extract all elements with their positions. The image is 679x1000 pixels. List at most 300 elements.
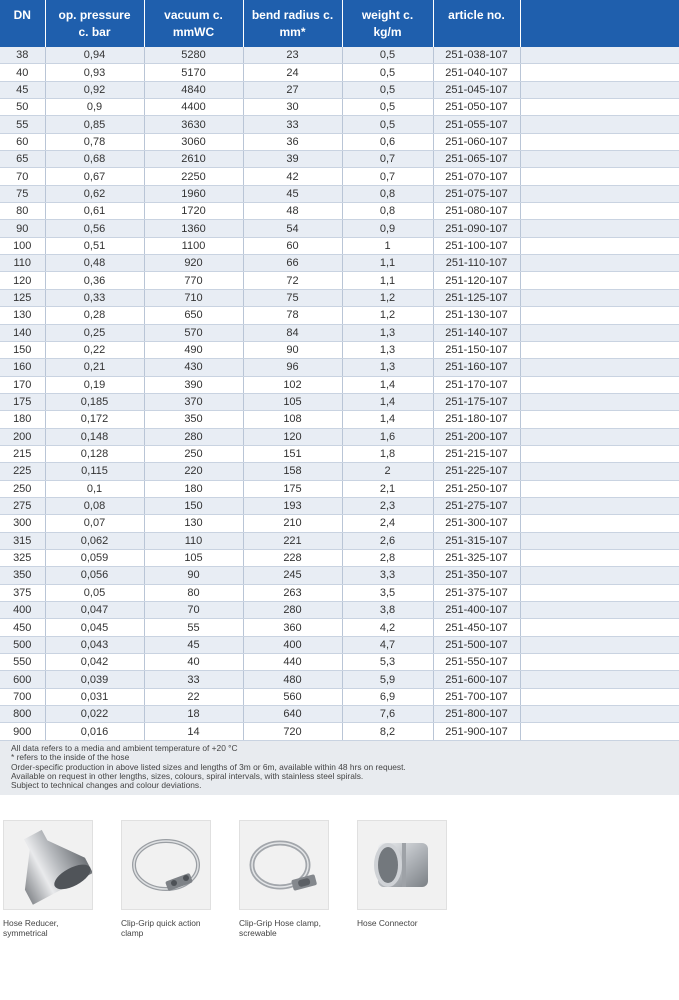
- cell-bend-radius: 60: [243, 237, 342, 254]
- cell-empty: [520, 81, 679, 98]
- cell-op-pressure: 0,05: [45, 584, 144, 601]
- cell-weight: 2: [342, 463, 433, 480]
- cell-bend-radius: 84: [243, 324, 342, 341]
- cell-article-no: 251-125-107: [433, 289, 520, 306]
- cell-bend-radius: 30: [243, 99, 342, 116]
- product-hose-connector[interactable]: Hose Connector: [357, 820, 467, 929]
- cell-article-no: 251-175-107: [433, 393, 520, 410]
- cell-op-pressure: 0,62: [45, 185, 144, 202]
- cell-weight: 2,3: [342, 497, 433, 514]
- header-article-no: article no.: [433, 0, 520, 47]
- cell-dn: 150: [0, 341, 45, 358]
- cell-dn: 375: [0, 584, 45, 601]
- cell-weight: 1,6: [342, 428, 433, 445]
- cell-article-no: 251-180-107: [433, 411, 520, 428]
- cell-empty: [520, 602, 679, 619]
- cell-vacuum: 350: [144, 411, 243, 428]
- cell-weight: 0,6: [342, 133, 433, 150]
- cell-empty: [520, 116, 679, 133]
- cell-article-no: 251-325-107: [433, 549, 520, 566]
- cell-op-pressure: 0,56: [45, 220, 144, 237]
- cell-empty: [520, 289, 679, 306]
- cell-vacuum: 18: [144, 706, 243, 723]
- table-row: [0, 636, 679, 653]
- cell-weight: 0,8: [342, 185, 433, 202]
- cell-weight: 1,3: [342, 359, 433, 376]
- table-row: [0, 567, 679, 584]
- cell-vacuum: 4400: [144, 99, 243, 116]
- table-row: [0, 393, 679, 410]
- hose-connector-image: [357, 820, 447, 910]
- cell-vacuum: 1960: [144, 185, 243, 202]
- cell-empty: [520, 272, 679, 289]
- cell-vacuum: 5280: [144, 47, 243, 64]
- cell-empty: [520, 549, 679, 566]
- table-row: [0, 549, 679, 566]
- table-row: [0, 133, 679, 150]
- cell-empty: [520, 463, 679, 480]
- table-row: [0, 654, 679, 671]
- cell-op-pressure: 0,047: [45, 602, 144, 619]
- cell-bend-radius: 42: [243, 168, 342, 185]
- cell-dn: 400: [0, 602, 45, 619]
- cell-dn: 550: [0, 654, 45, 671]
- quick-action-clamp-image: [121, 820, 211, 910]
- cell-empty: [520, 584, 679, 601]
- cell-weight: 0,9: [342, 220, 433, 237]
- cell-empty: [520, 255, 679, 272]
- cell-vacuum: 1720: [144, 203, 243, 220]
- cell-article-no: 251-315-107: [433, 532, 520, 549]
- cell-dn: 125: [0, 289, 45, 306]
- cell-weight: 1,2: [342, 289, 433, 306]
- cell-weight: 2,6: [342, 532, 433, 549]
- cell-op-pressure: 0,22: [45, 341, 144, 358]
- cell-dn: 170: [0, 376, 45, 393]
- header-empty: [520, 0, 679, 47]
- cell-dn: 140: [0, 324, 45, 341]
- cell-weight: 1: [342, 237, 433, 254]
- table-row: [0, 185, 679, 202]
- cell-vacuum: 33: [144, 671, 243, 688]
- cell-weight: 1,1: [342, 272, 433, 289]
- cell-article-no: 251-350-107: [433, 567, 520, 584]
- cell-vacuum: 55: [144, 619, 243, 636]
- cell-dn: 100: [0, 237, 45, 254]
- cell-bend-radius: 193: [243, 497, 342, 514]
- cell-article-no: 251-120-107: [433, 272, 520, 289]
- cell-empty: [520, 497, 679, 514]
- cell-article-no: 251-070-107: [433, 168, 520, 185]
- cell-weight: 1,4: [342, 376, 433, 393]
- cell-bend-radius: 54: [243, 220, 342, 237]
- cell-empty: [520, 307, 679, 324]
- table-row: [0, 203, 679, 220]
- cell-bend-radius: 400: [243, 636, 342, 653]
- cell-vacuum: 2610: [144, 151, 243, 168]
- cell-op-pressure: 0,85: [45, 116, 144, 133]
- cell-dn: 215: [0, 445, 45, 462]
- cell-weight: 2,4: [342, 515, 433, 532]
- cell-article-no: 251-700-107: [433, 688, 520, 705]
- cell-op-pressure: 0,93: [45, 64, 144, 81]
- cell-vacuum: 14: [144, 723, 243, 740]
- table-row: [0, 602, 679, 619]
- cell-op-pressure: 0,51: [45, 237, 144, 254]
- cell-empty: [520, 688, 679, 705]
- header-bend-radius: bend radius c. mm*: [243, 0, 342, 47]
- cell-op-pressure: 0,043: [45, 636, 144, 653]
- cell-bend-radius: 228: [243, 549, 342, 566]
- cell-op-pressure: 0,61: [45, 203, 144, 220]
- cell-article-no: 251-055-107: [433, 116, 520, 133]
- cell-dn: 300: [0, 515, 45, 532]
- cell-op-pressure: 0,08: [45, 497, 144, 514]
- cell-weight: 8,2: [342, 723, 433, 740]
- cell-article-no: 251-400-107: [433, 602, 520, 619]
- cell-dn: 900: [0, 723, 45, 740]
- note-technical-changes: Subject to technical changes and colour deviations.: [11, 780, 202, 791]
- table-row: [0, 237, 679, 254]
- cell-bend-radius: 105: [243, 393, 342, 410]
- cell-empty: [520, 636, 679, 653]
- cell-article-no: 251-150-107: [433, 341, 520, 358]
- cell-bend-radius: 245: [243, 567, 342, 584]
- cell-vacuum: 70: [144, 602, 243, 619]
- cell-vacuum: 770: [144, 272, 243, 289]
- cell-weight: 1,8: [342, 445, 433, 462]
- cell-weight: 1,3: [342, 341, 433, 358]
- cell-article-no: 251-090-107: [433, 220, 520, 237]
- table-row: [0, 619, 679, 636]
- cell-vacuum: 3630: [144, 116, 243, 133]
- cell-bend-radius: 96: [243, 359, 342, 376]
- cell-article-no: 251-110-107: [433, 255, 520, 272]
- cell-empty: [520, 151, 679, 168]
- cell-op-pressure: 0,185: [45, 393, 144, 410]
- cell-op-pressure: 0,07: [45, 515, 144, 532]
- cell-article-no: 251-800-107: [433, 706, 520, 723]
- cell-article-no: 251-140-107: [433, 324, 520, 341]
- cell-op-pressure: 0,9: [45, 99, 144, 116]
- cell-empty: [520, 428, 679, 445]
- cell-vacuum: 650: [144, 307, 243, 324]
- cell-bend-radius: 210: [243, 515, 342, 532]
- cell-article-no: 251-225-107: [433, 463, 520, 480]
- cell-article-no: 251-375-107: [433, 584, 520, 601]
- cell-bend-radius: 48: [243, 203, 342, 220]
- cell-vacuum: 710: [144, 289, 243, 306]
- cell-op-pressure: 0,016: [45, 723, 144, 740]
- cell-empty: [520, 393, 679, 410]
- cell-bend-radius: 66: [243, 255, 342, 272]
- cell-dn: 110: [0, 255, 45, 272]
- cell-weight: 5,3: [342, 654, 433, 671]
- table-row: [0, 723, 679, 740]
- cell-vacuum: 5170: [144, 64, 243, 81]
- table-row: [0, 584, 679, 601]
- product-hose-reducer[interactable]: Hose Reducer, symmetrical: [3, 820, 113, 938]
- cell-bend-radius: 158: [243, 463, 342, 480]
- table-row: [0, 706, 679, 723]
- cell-weight: 2,8: [342, 549, 433, 566]
- cell-vacuum: 45: [144, 636, 243, 653]
- cell-article-no: 251-215-107: [433, 445, 520, 462]
- cell-bend-radius: 108: [243, 411, 342, 428]
- cell-op-pressure: 0,128: [45, 445, 144, 462]
- cell-empty: [520, 341, 679, 358]
- cell-bend-radius: 360: [243, 619, 342, 636]
- cell-dn: 175: [0, 393, 45, 410]
- cell-op-pressure: 0,039: [45, 671, 144, 688]
- cell-weight: 2,1: [342, 480, 433, 497]
- cell-weight: 1,4: [342, 393, 433, 410]
- table-row: [0, 376, 679, 393]
- cell-weight: 1,1: [342, 255, 433, 272]
- cell-article-no: 251-060-107: [433, 133, 520, 150]
- cell-op-pressure: 0,94: [45, 47, 144, 64]
- cell-vacuum: 250: [144, 445, 243, 462]
- cell-dn: 315: [0, 532, 45, 549]
- cell-dn: 800: [0, 706, 45, 723]
- cell-weight: 7,6: [342, 706, 433, 723]
- cell-dn: 45: [0, 81, 45, 98]
- table-row: [0, 532, 679, 549]
- cell-dn: 90: [0, 220, 45, 237]
- cell-bend-radius: 78: [243, 307, 342, 324]
- cell-dn: 325: [0, 549, 45, 566]
- table-row: [0, 411, 679, 428]
- cell-op-pressure: 0,21: [45, 359, 144, 376]
- cell-vacuum: 22: [144, 688, 243, 705]
- cell-op-pressure: 0,36: [45, 272, 144, 289]
- cell-vacuum: 1100: [144, 237, 243, 254]
- product-quick-action-clamp[interactable]: Clip-Grip quick action clamp: [121, 820, 231, 938]
- cell-weight: 0,5: [342, 99, 433, 116]
- table-row: [0, 255, 679, 272]
- cell-op-pressure: 0,67: [45, 168, 144, 185]
- cell-vacuum: 40: [144, 654, 243, 671]
- cell-empty: [520, 168, 679, 185]
- cell-bend-radius: 175: [243, 480, 342, 497]
- cell-vacuum: 370: [144, 393, 243, 410]
- cell-dn: 200: [0, 428, 45, 445]
- cell-bend-radius: 23: [243, 47, 342, 64]
- table-row: [0, 307, 679, 324]
- header-weight: weight c. kg/m: [342, 0, 433, 47]
- cell-vacuum: 4840: [144, 81, 243, 98]
- table-row: [0, 220, 679, 237]
- cell-weight: 0,5: [342, 64, 433, 81]
- cell-dn: 225: [0, 463, 45, 480]
- cell-bend-radius: 263: [243, 584, 342, 601]
- cell-article-no: 251-130-107: [433, 307, 520, 324]
- cell-op-pressure: 0,059: [45, 549, 144, 566]
- cell-article-no: 251-500-107: [433, 636, 520, 653]
- table-row: [0, 428, 679, 445]
- table-row: [0, 463, 679, 480]
- cell-weight: 1,2: [342, 307, 433, 324]
- cell-vacuum: 105: [144, 549, 243, 566]
- cell-bend-radius: 560: [243, 688, 342, 705]
- cell-vacuum: 80: [144, 584, 243, 601]
- cell-article-no: 251-250-107: [433, 480, 520, 497]
- cell-dn: 80: [0, 203, 45, 220]
- cell-weight: 6,9: [342, 688, 433, 705]
- cell-dn: 450: [0, 619, 45, 636]
- note-availability: Available on request in other lengths, sizes, colours, spiral intervals, with stainless steel spirals.: [11, 770, 364, 781]
- cell-op-pressure: 0,78: [45, 133, 144, 150]
- cell-weight: 0,5: [342, 81, 433, 98]
- cell-vacuum: 130: [144, 515, 243, 532]
- cell-op-pressure: 0,031: [45, 688, 144, 705]
- cell-bend-radius: 72: [243, 272, 342, 289]
- table-row: [0, 324, 679, 341]
- cell-weight: 3,3: [342, 567, 433, 584]
- product-hose-clamp[interactable]: Clip-Grip Hose clamp, screwable: [239, 820, 349, 938]
- cell-op-pressure: 0,92: [45, 81, 144, 98]
- cell-dn: 600: [0, 671, 45, 688]
- cell-vacuum: 1360: [144, 220, 243, 237]
- cell-vacuum: 150: [144, 497, 243, 514]
- cell-empty: [520, 532, 679, 549]
- cell-weight: 0,7: [342, 151, 433, 168]
- cell-empty: [520, 445, 679, 462]
- cell-article-no: 251-065-107: [433, 151, 520, 168]
- cell-vacuum: 90: [144, 567, 243, 584]
- cell-dn: 70: [0, 168, 45, 185]
- table-row: [0, 359, 679, 376]
- cell-article-no: 251-075-107: [433, 185, 520, 202]
- cell-dn: 65: [0, 151, 45, 168]
- cell-bend-radius: 640: [243, 706, 342, 723]
- cell-op-pressure: 0,33: [45, 289, 144, 306]
- cell-article-no: 251-600-107: [433, 671, 520, 688]
- table-row: [0, 688, 679, 705]
- header-vacuum: vacuum c. mmWC: [144, 0, 243, 47]
- cell-empty: [520, 220, 679, 237]
- cell-dn: 350: [0, 567, 45, 584]
- cell-empty: [520, 376, 679, 393]
- accessories-row: [0, 820, 679, 950]
- hose-reducer-image: [3, 820, 93, 910]
- table-row: [0, 64, 679, 81]
- cell-vacuum: 220: [144, 463, 243, 480]
- cell-op-pressure: 0,022: [45, 706, 144, 723]
- cell-op-pressure: 0,68: [45, 151, 144, 168]
- cell-vacuum: 110: [144, 532, 243, 549]
- cell-weight: 3,8: [342, 602, 433, 619]
- cell-vacuum: 180: [144, 480, 243, 497]
- cell-dn: 130: [0, 307, 45, 324]
- cell-dn: 180: [0, 411, 45, 428]
- cell-op-pressure: 0,056: [45, 567, 144, 584]
- cell-bend-radius: 90: [243, 341, 342, 358]
- cell-empty: [520, 64, 679, 81]
- hose-clamp-image: [239, 820, 329, 910]
- table-row: [0, 445, 679, 462]
- table-row: [0, 47, 679, 64]
- cell-op-pressure: 0,045: [45, 619, 144, 636]
- cell-empty: [520, 47, 679, 64]
- cell-op-pressure: 0,48: [45, 255, 144, 272]
- cell-article-no: 251-275-107: [433, 497, 520, 514]
- cell-weight: 0,8: [342, 203, 433, 220]
- cell-bend-radius: 24: [243, 64, 342, 81]
- cell-op-pressure: 0,042: [45, 654, 144, 671]
- cell-empty: [520, 237, 679, 254]
- cell-dn: 50: [0, 99, 45, 116]
- table-row: [0, 116, 679, 133]
- cell-article-no: 251-550-107: [433, 654, 520, 671]
- cell-vacuum: 430: [144, 359, 243, 376]
- cell-bend-radius: 33: [243, 116, 342, 133]
- table-row: [0, 341, 679, 358]
- table-row: [0, 99, 679, 116]
- cell-empty: [520, 723, 679, 740]
- cell-empty: [520, 359, 679, 376]
- cell-weight: 3,5: [342, 584, 433, 601]
- note-temperature: All data refers to a media and ambient temperature of +20 °C: [11, 743, 238, 753]
- cell-empty: [520, 411, 679, 428]
- cell-empty: [520, 515, 679, 532]
- cell-bend-radius: 151: [243, 445, 342, 462]
- cell-dn: 55: [0, 116, 45, 133]
- cell-article-no: 251-040-107: [433, 64, 520, 81]
- cell-dn: 275: [0, 497, 45, 514]
- cell-empty: [520, 480, 679, 497]
- cell-vacuum: 280: [144, 428, 243, 445]
- cell-vacuum: 490: [144, 341, 243, 358]
- cell-dn: 75: [0, 185, 45, 202]
- cell-dn: 40: [0, 64, 45, 81]
- cell-dn: 250: [0, 480, 45, 497]
- cell-article-no: 251-200-107: [433, 428, 520, 445]
- cell-weight: 5,9: [342, 671, 433, 688]
- cell-bend-radius: 280: [243, 602, 342, 619]
- table-row: [0, 515, 679, 532]
- cell-weight: 4,2: [342, 619, 433, 636]
- cell-op-pressure: 0,115: [45, 463, 144, 480]
- cell-article-no: 251-170-107: [433, 376, 520, 393]
- notes-box: [0, 741, 679, 795]
- cell-empty: [520, 185, 679, 202]
- table-row: [0, 289, 679, 306]
- header-op-pressure: op. pressure c. bar: [45, 0, 144, 47]
- table-row: [0, 272, 679, 289]
- cell-dn: 38: [0, 47, 45, 64]
- table-row: [0, 671, 679, 688]
- cell-article-no: 251-450-107: [433, 619, 520, 636]
- cell-bend-radius: 120: [243, 428, 342, 445]
- cell-weight: 0,7: [342, 168, 433, 185]
- cell-dn: 700: [0, 688, 45, 705]
- table-header-row: [0, 0, 679, 47]
- cell-empty: [520, 654, 679, 671]
- cell-article-no: 251-045-107: [433, 81, 520, 98]
- cell-weight: 1,4: [342, 411, 433, 428]
- cell-op-pressure: 0,148: [45, 428, 144, 445]
- cell-weight: 0,5: [342, 116, 433, 133]
- cell-bend-radius: 36: [243, 133, 342, 150]
- cell-bend-radius: 27: [243, 81, 342, 98]
- note-inside-hose: * refers to the inside of the hose: [11, 752, 130, 763]
- cell-empty: [520, 671, 679, 688]
- cell-article-no: 251-100-107: [433, 237, 520, 254]
- cell-vacuum: 2250: [144, 168, 243, 185]
- cell-empty: [520, 99, 679, 116]
- cell-empty: [520, 203, 679, 220]
